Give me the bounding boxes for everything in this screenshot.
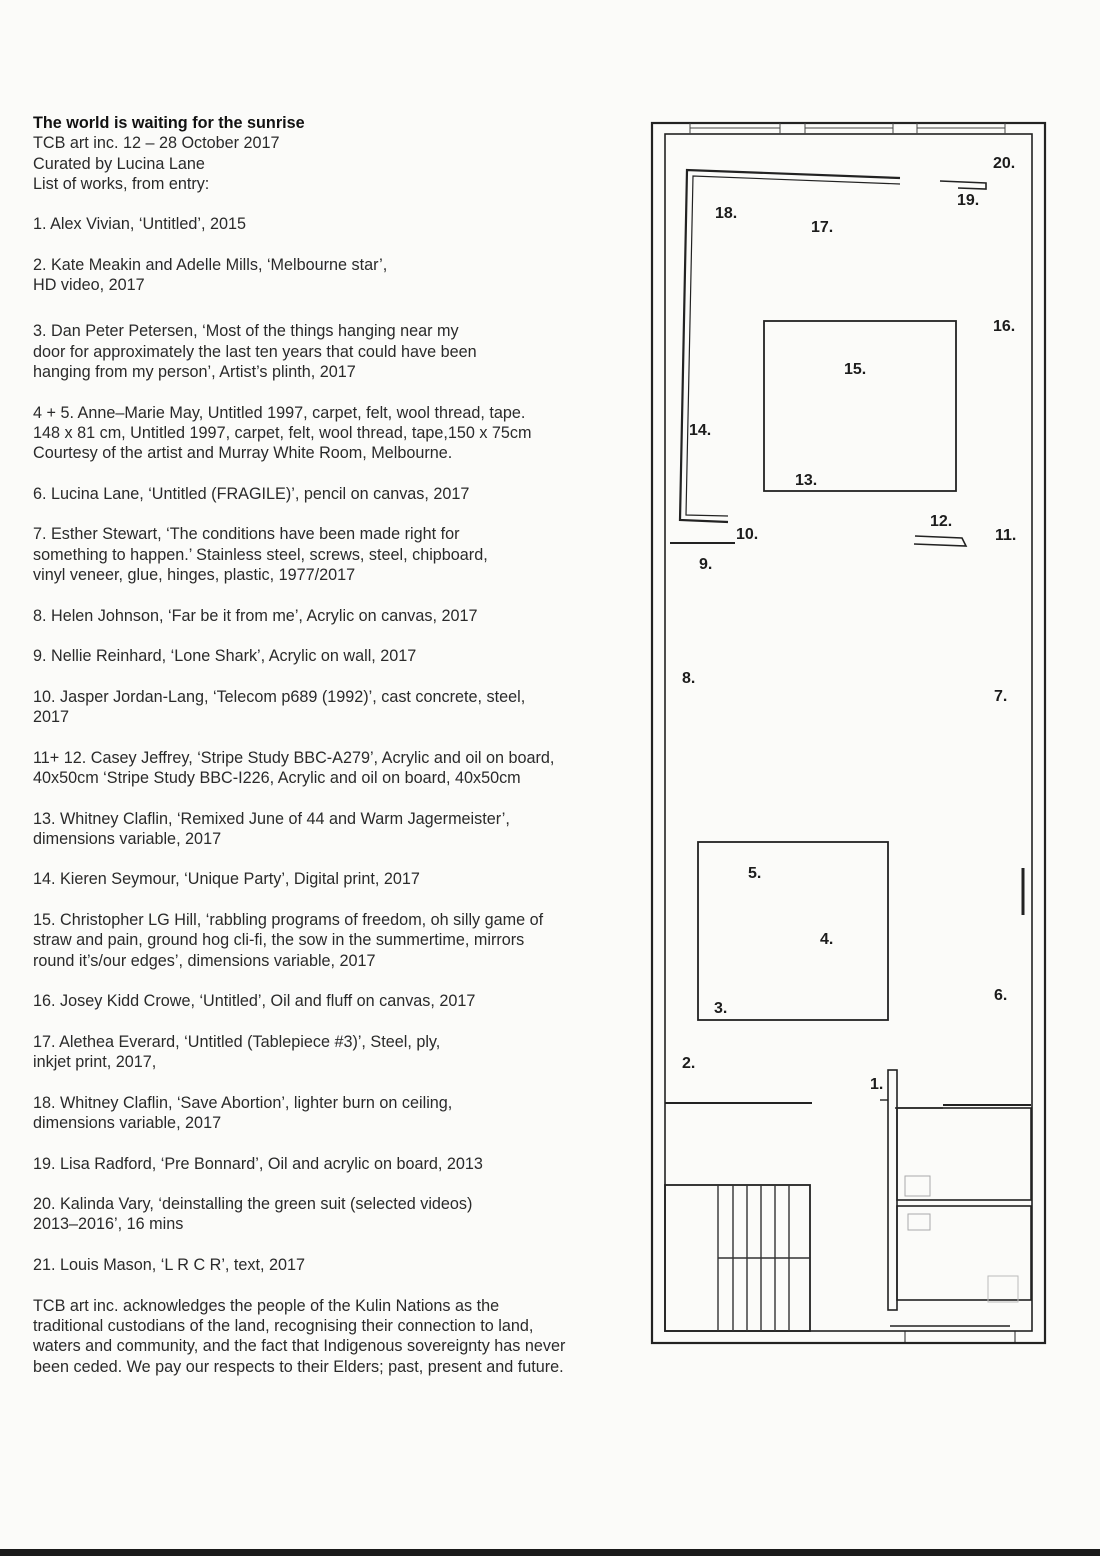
work-line: dimensions variable, 2017 <box>33 829 222 848</box>
list-intro: List of works, from entry: <box>33 174 210 193</box>
work-line: 15. Christopher LG Hill, ‘rabbling programs of freedom, oh silly game of <box>33 910 544 929</box>
plan-label-14: 14. <box>689 422 712 439</box>
exhibition-title: The world is waiting for the sunrise <box>33 114 305 132</box>
work-line: dimensions variable, 2017 <box>33 1113 222 1132</box>
work-line: straw and pain, ground hog cli-fi, the sow in the summertime, mirrors <box>33 931 525 950</box>
ledge-19 <box>940 181 986 189</box>
plan-label-3: 3. <box>714 1000 728 1017</box>
work-line: 10. Jasper Jordan-Lang, ‘Telecom p689 (1992)’, cast concrete, steel, <box>33 687 526 706</box>
plan-label-4: 4. <box>820 931 834 948</box>
work-line: round it’s/our edges’, dimensions variable, 2017 <box>33 951 376 970</box>
scan-bottom-edge <box>0 1549 1100 1556</box>
plan-label-17: 17. <box>811 219 834 236</box>
outer-wall <box>652 123 1045 1343</box>
work-line: something to happen.’ Stainless steel, screws, steel, chipboard, <box>33 545 488 564</box>
plan-label-15: 15. <box>844 361 867 378</box>
plan-label-9: 9. <box>699 556 713 573</box>
plan-label-10: 10. <box>736 526 759 543</box>
work-line: 7. Esther Stewart, ‘The conditions have been made right for <box>33 525 460 544</box>
work-line: 1. Alex Vivian, ‘Untitled’, 2015 <box>33 215 246 234</box>
work-line: 19. Lisa Radford, ‘Pre Bonnard’, Oil and acrylic on board, 2013 <box>33 1154 483 1173</box>
platform-13-15 <box>764 321 956 491</box>
platform-3-4-5 <box>698 842 888 1020</box>
work-line: 8. Helen Johnson, ‘Far be it from me’, Acrylic on canvas, 2017 <box>33 606 478 625</box>
plan-label-16: 16. <box>993 318 1016 335</box>
acknowledgement-line: traditional custodians of the land, recognising their connection to land, <box>33 1316 534 1335</box>
acknowledgement-line: TCB art inc. acknowledges the people of the Kulin Nations as the <box>33 1296 500 1315</box>
work-line: 13. Whitney Claflin, ‘Remixed June of 44 and Warm Jagermeister’, <box>33 809 510 828</box>
work-line: HD video, 2017 <box>33 276 145 295</box>
top-windows <box>690 123 1005 134</box>
work-line: 17. Alethea Everard, ‘Untitled (Tablepiece #3)’, Steel, ply, <box>33 1032 441 1051</box>
work-line: vinyl veneer, glue, hinges, plastic, 1977/2017 <box>33 565 356 584</box>
plan-label-12: 12. <box>930 513 953 530</box>
lower-room-1 <box>897 1108 1031 1200</box>
lower-room-2 <box>897 1206 1031 1300</box>
plan-label-18: 18. <box>715 205 738 222</box>
venue-dates: TCB art inc. 12 – 28 October 2017 <box>33 134 280 153</box>
work-line: 21. Louis Mason, ‘L R C R’, text, 2017 <box>33 1256 306 1275</box>
work-line: Courtesy of the artist and Murray White Room, Melbourne. <box>33 444 453 463</box>
ledge-12 <box>914 536 966 546</box>
work-line: 2. Kate Meakin and Adelle Mills, ‘Melbourne star’, <box>33 255 388 274</box>
work-line: 148 x 81 cm, Untitled 1997, carpet, felt, wool thread, tape,150 x 75cm <box>33 423 532 442</box>
plan-label-13: 13. <box>795 472 818 489</box>
stair-treads <box>718 1185 810 1331</box>
plan-label-19: 19. <box>957 192 980 209</box>
work-line: 16. Josey Kidd Crowe, ‘Untitled’, Oil and fluff on canvas, 2017 <box>33 992 476 1011</box>
work-line: 11+ 12. Casey Jeffrey, ‘Stripe Study BBC-A279’, Acrylic and oil on board, <box>33 748 555 767</box>
acknowledgement-line: been ceded. We pay our respects to their Elders; past, present and future. <box>33 1357 564 1376</box>
plan-label-11: 11. <box>995 527 1017 544</box>
work-line: 6. Lucina Lane, ‘Untitled (FRAGILE)’, pencil on canvas, 2017 <box>33 484 470 503</box>
work-line: inkjet print, 2017, <box>33 1053 157 1072</box>
plan-label-8: 8. <box>682 670 696 687</box>
l-shaped-partition <box>680 170 900 522</box>
acknowledgement-line: waters and community, and the fact that Indigenous sovereignty has never <box>33 1337 566 1356</box>
work-line: 14. Kieren Seymour, ‘Unique Party’, Digital print, 2017 <box>33 870 420 889</box>
floor-plan-walls <box>652 123 1045 1343</box>
plan-label-2: 2. <box>682 1055 696 1072</box>
work-line: 4 + 5. Anne–Marie May, Untitled 1997, carpet, felt, wool thread, tape. <box>33 403 526 422</box>
work-line: 40x50cm ‘Stripe Study BBC-I226, Acrylic and oil on board, 40x50cm <box>33 768 521 787</box>
plinth-1-wall <box>888 1070 897 1310</box>
plan-label-6: 6. <box>994 987 1008 1004</box>
plan-label-5: 5. <box>748 865 762 882</box>
plan-label-7: 7. <box>994 688 1008 705</box>
work-line: 20. Kalinda Vary, ‘deinstalling the green suit (selected videos) <box>33 1195 473 1214</box>
plan-label-1: 1. <box>870 1076 884 1093</box>
plan-label-20: 20. <box>993 155 1016 172</box>
work-line: 2013–2016’, 16 mins <box>33 1215 184 1234</box>
l-shaped-partition-inner <box>686 176 900 516</box>
work-line: 3. Dan Peter Petersen, ‘Most of the things hanging near my <box>33 322 459 341</box>
inner-wall <box>665 134 1032 1331</box>
work-line: 2017 <box>33 708 70 727</box>
curator-line: Curated by Lucina Lane <box>33 154 205 173</box>
floor-plan-labels <box>682 155 1016 1093</box>
work-line: hanging from my person’, Artist’s plinth, 2017 <box>33 362 356 381</box>
work-line: 18. Whitney Claflin, ‘Save Abortion’, lighter burn on ceiling, <box>33 1093 453 1112</box>
work-line: door for approximately the last ten years that could have been <box>33 342 477 361</box>
work-line: 9. Nellie Reinhard, ‘Lone Shark’, Acrylic on wall, 2017 <box>33 647 417 666</box>
